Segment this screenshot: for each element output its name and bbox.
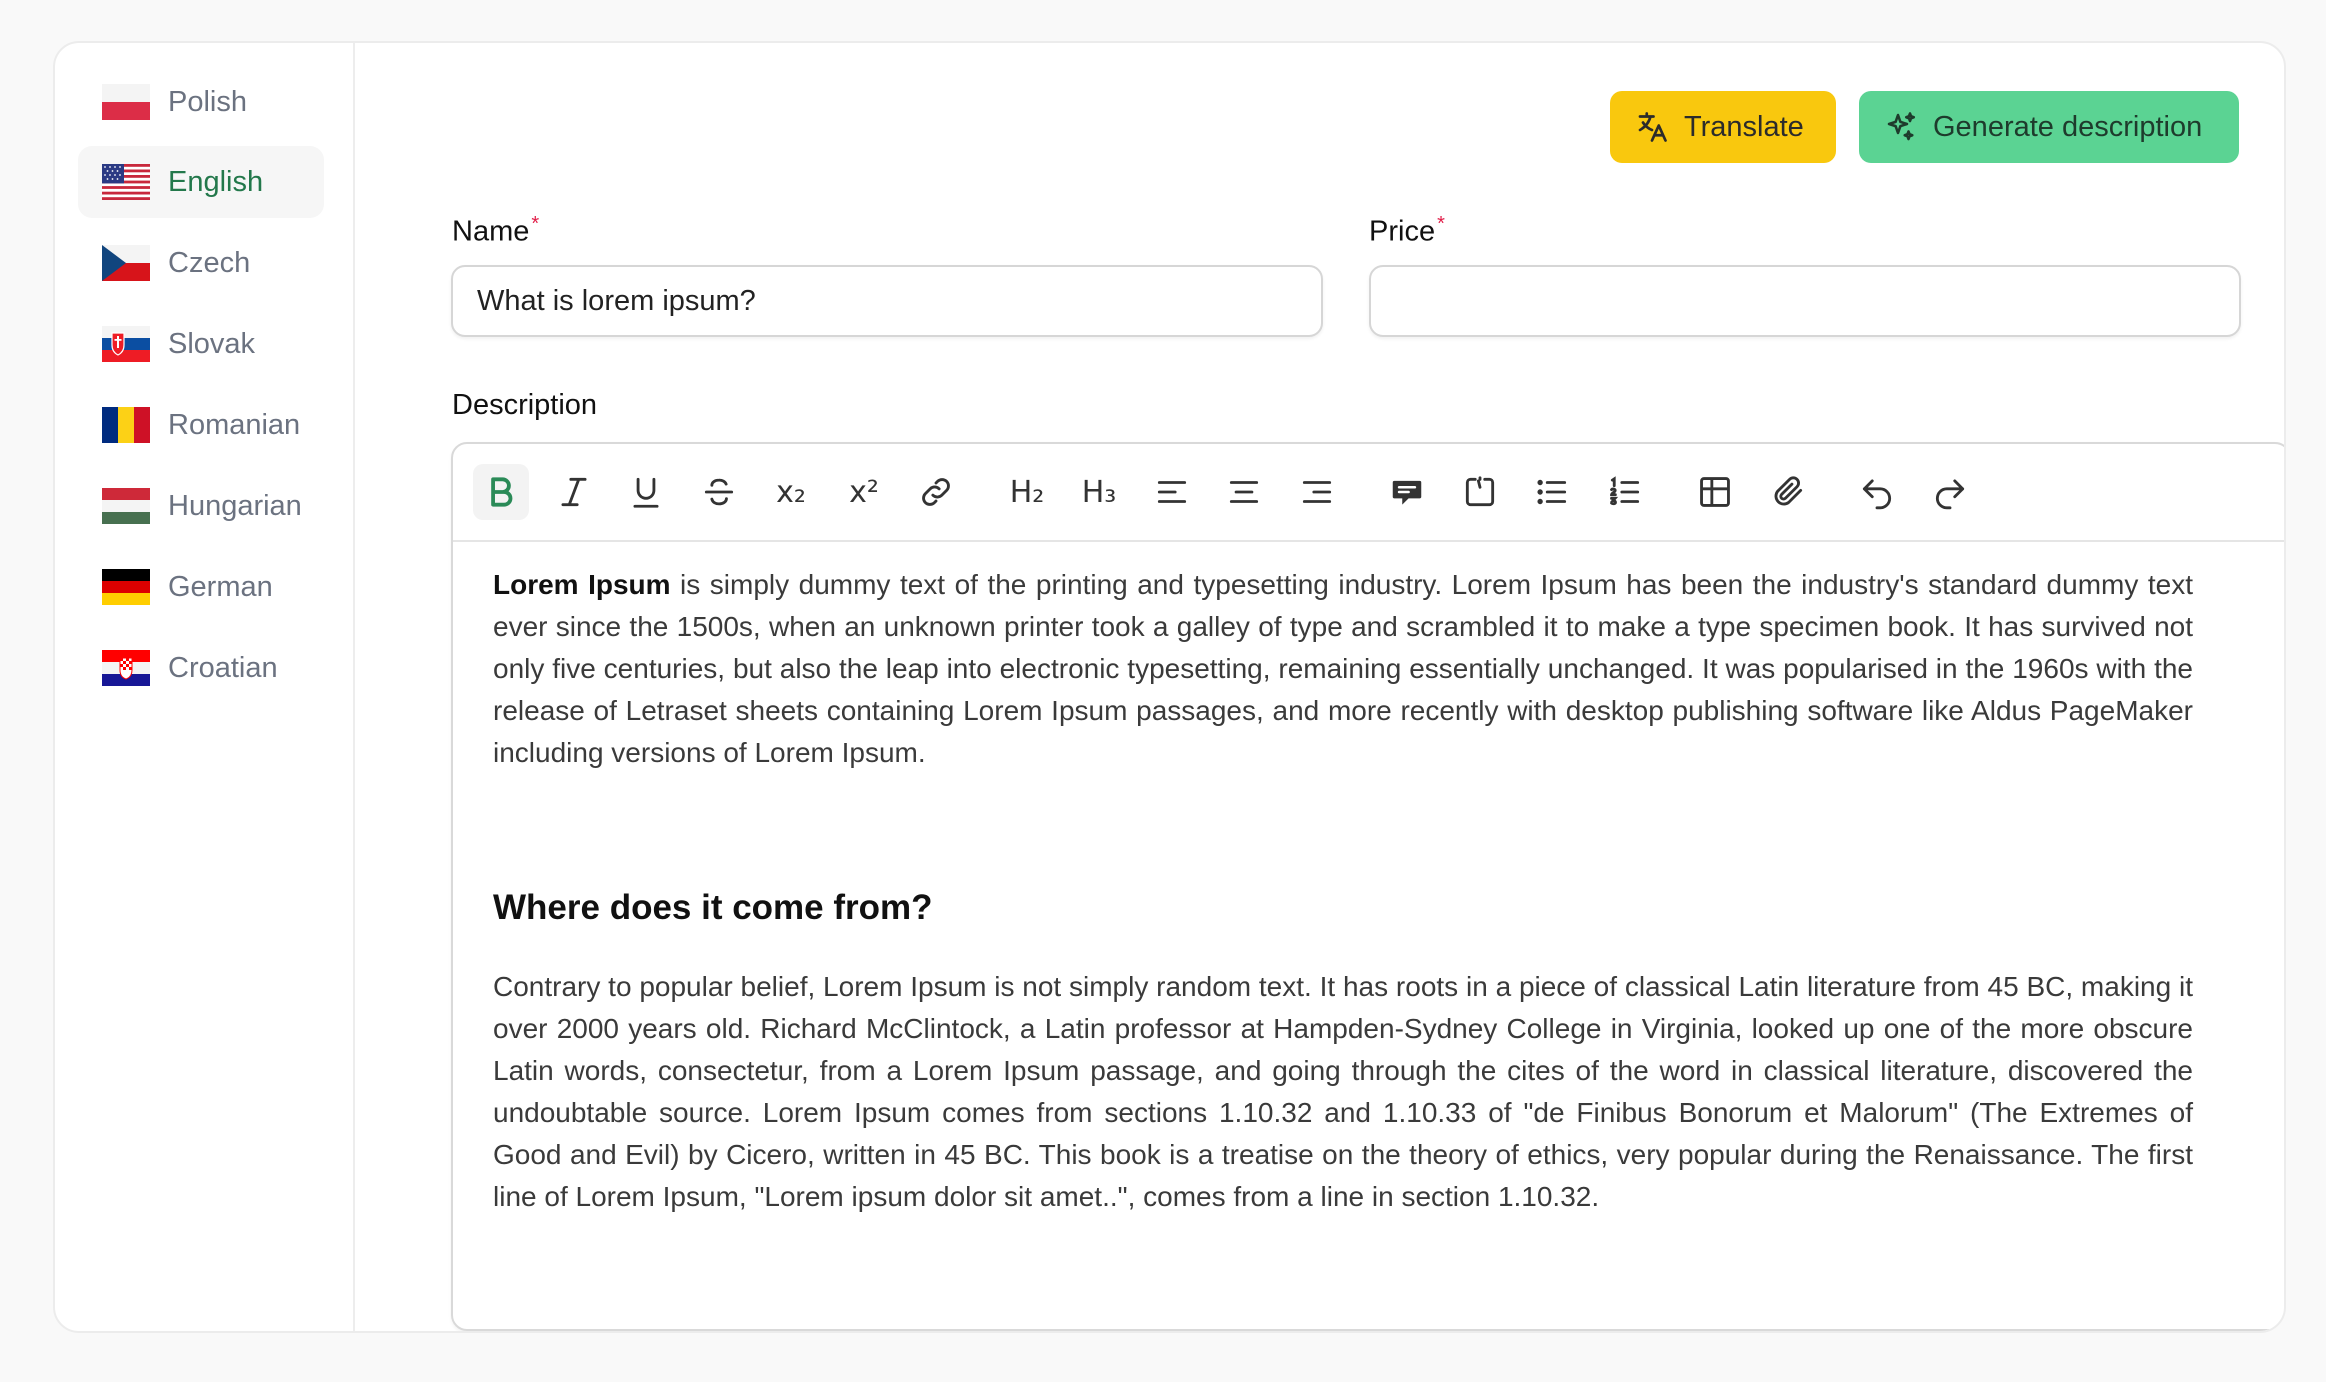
lang-item-romanian[interactable] xyxy=(78,389,324,461)
slovakia-flag-icon xyxy=(102,326,150,362)
price-input[interactable] xyxy=(1369,265,2241,337)
croatia-flag-icon xyxy=(102,650,150,686)
germany-flag-icon xyxy=(102,569,150,605)
lang-label: Croatian xyxy=(168,651,278,684)
align-center-icon xyxy=(1225,473,1263,511)
heading-2-icon: H₂ xyxy=(1009,474,1045,510)
redo-icon xyxy=(1931,473,1969,511)
bullet-list-icon xyxy=(1533,473,1571,511)
bold-icon xyxy=(482,473,520,511)
subscript-icon: x₂ xyxy=(776,474,806,510)
align-left-button[interactable] xyxy=(1144,464,1200,520)
bold-text: Lorem Ipsum xyxy=(493,569,671,600)
bold-button[interactable] xyxy=(473,464,529,520)
superscript-button[interactable] xyxy=(836,464,892,520)
lang-label: Slovak xyxy=(168,327,256,360)
generate-description-button[interactable] xyxy=(1859,91,2239,163)
lang-item-croatian[interactable] xyxy=(78,632,324,704)
subscript-button[interactable] xyxy=(763,464,819,520)
translate-label: Translate xyxy=(1684,110,1804,143)
align-center-button[interactable] xyxy=(1216,464,1272,520)
translate-button[interactable] xyxy=(1610,91,1836,163)
lang-label: Romanian xyxy=(168,408,301,441)
lang-item-hungarian[interactable] xyxy=(78,470,324,542)
italic-icon xyxy=(555,473,593,511)
description-field-label: Description xyxy=(452,389,598,421)
name-label-text: Name xyxy=(452,215,530,248)
table-icon xyxy=(1696,473,1734,511)
comment-icon xyxy=(1388,473,1426,511)
editor-toolbar xyxy=(453,444,2286,542)
underline-icon xyxy=(627,473,665,511)
required-mark: * xyxy=(531,213,540,235)
lang-item-german[interactable] xyxy=(78,551,324,623)
sparkles-icon xyxy=(1883,109,1919,145)
attach-button[interactable] xyxy=(1760,464,1816,520)
code-block-icon xyxy=(1461,473,1499,511)
product-form-card xyxy=(53,41,2286,1333)
strikethrough-icon xyxy=(700,473,738,511)
code-block-button[interactable] xyxy=(1452,464,1508,520)
lang-label: English xyxy=(168,165,264,198)
usa-flag-icon xyxy=(102,164,150,200)
lang-label: German xyxy=(168,570,273,603)
description-editor xyxy=(451,442,2286,1331)
required-mark: * xyxy=(1437,213,1445,235)
paperclip-icon xyxy=(1769,473,1807,511)
lang-label: Hungarian xyxy=(168,489,302,522)
redo-button[interactable] xyxy=(1922,464,1978,520)
description-heading: Where does it come from? xyxy=(493,888,933,927)
name-field-label xyxy=(452,213,539,249)
align-left-icon xyxy=(1153,473,1191,511)
description-paragraph: Contrary to popular belief, Lorem Ipsum is not simply random text. It has roots in a piece of classical Latin literature from 45 BC, making it over 2000 years old. Richard McClintock, a Latin professor at Hampden-Sydney College in Virginia, looked up one of the more obscure Latin words, consectetur, from a Lorem Ipsum passage, and going through the cites of the word in classical literature, discovered the undoubtable source. Lorem Ipsum comes from sections 1.10.32 and 1.10.33 of "de Finibus Bonorum et Malorum" (The Extremes of Good and Evil) by Cicero, written in 45 BC. This book is a treatise on the theory of ethics, very popular during the Renaissance. The first line of Lorem Ipsum, "Lorem ipsum dolor sit amet..", comes from a line in section 1.10.32. xyxy=(493,971,2193,1212)
lang-item-english[interactable] xyxy=(78,146,324,218)
hungary-flag-icon xyxy=(102,488,150,524)
link-button[interactable] xyxy=(908,464,964,520)
blockquote-button[interactable] xyxy=(1379,464,1435,520)
undo-icon xyxy=(1858,473,1896,511)
price-label-text: Price xyxy=(1369,215,1436,248)
name-input[interactable] xyxy=(451,265,1323,337)
heading-3-icon: H₃ xyxy=(1081,474,1117,510)
heading-2-button[interactable] xyxy=(999,464,1055,520)
lang-item-polish[interactable] xyxy=(78,66,324,138)
poland-flag-icon xyxy=(102,84,150,120)
lang-label: Polish xyxy=(168,85,247,118)
italic-button[interactable] xyxy=(546,464,602,520)
align-right-button[interactable] xyxy=(1289,464,1345,520)
ordered-list-icon xyxy=(1606,473,1644,511)
lang-label: Czech xyxy=(168,246,251,279)
translate-icon xyxy=(1634,109,1670,145)
czech-flag-icon xyxy=(102,245,150,281)
romania-flag-icon xyxy=(102,407,150,443)
align-right-icon xyxy=(1298,473,1336,511)
heading-3-button[interactable] xyxy=(1071,464,1127,520)
link-icon xyxy=(917,473,955,511)
ordered-list-button[interactable] xyxy=(1597,464,1653,520)
lang-item-czech[interactable] xyxy=(78,227,324,299)
paragraph-text: is simply dummy text of the printing and typesetting industry. Lorem Ipsum has been the industry's standard dummy text ever since the 1500s, when an unknown printer took a galley of type and scrambled it to make a type specimen book. It has survived not only five centuries, but also the leap into electronic typesetting, remaining essentially unchanged. It was popularised in the 1960s with the release of Letraset sheets containing Lorem Ipsum passages, and more recently with desktop publishing software like Aldus PageMaker including versions of Lorem Ipsum. xyxy=(493,569,2193,768)
lang-item-slovak[interactable] xyxy=(78,308,324,380)
description-paragraph xyxy=(493,564,2193,774)
bullet-list-button[interactable] xyxy=(1524,464,1580,520)
language-sidebar xyxy=(55,43,355,1331)
superscript-icon: x² xyxy=(849,474,879,510)
undo-button[interactable] xyxy=(1849,464,1905,520)
table-button[interactable] xyxy=(1687,464,1743,520)
price-field-label xyxy=(1369,213,1445,249)
editor-content[interactable] xyxy=(493,564,2193,1218)
strikethrough-button[interactable] xyxy=(691,464,747,520)
underline-button[interactable] xyxy=(618,464,674,520)
generate-label: Generate description xyxy=(1933,110,2203,143)
